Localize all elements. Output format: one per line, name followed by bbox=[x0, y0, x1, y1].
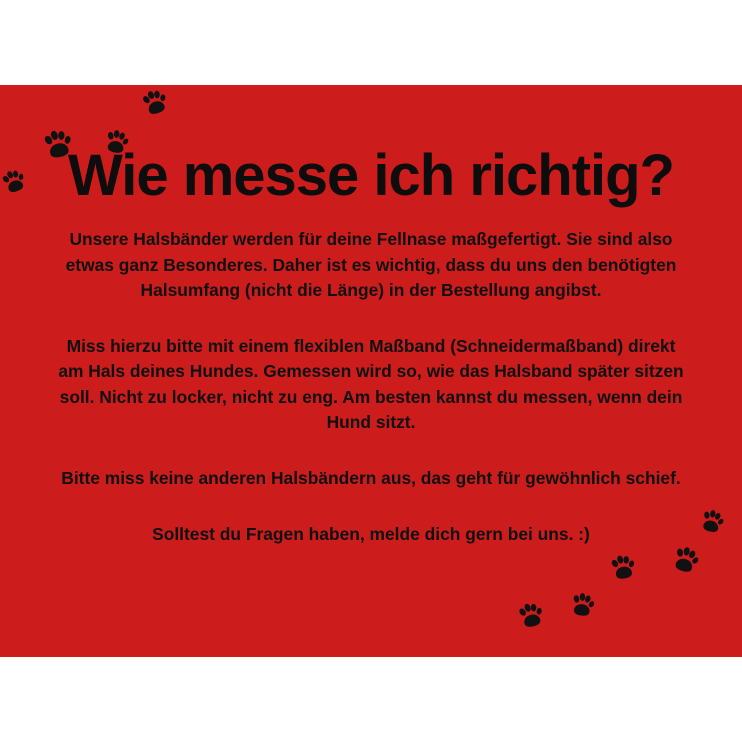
paragraph-intro: Unsere Halsbänder werden für deine Fellnase maßgefertigt. Sie sind also etwas ganz Besonderes. Daher ist es wichtig, dass du uns den benötigten Halsumfang (nicht die Länge) in der Bestellung angibst. bbox=[65, 229, 677, 301]
paragraph-warning: Bitte miss keine anderen Halsbändern aus, das geht für gewöhnlich schief. bbox=[61, 468, 681, 489]
page-title: Wie messe ich richtig? bbox=[67, 143, 674, 208]
poster bbox=[0, 85, 742, 657]
poster-content bbox=[0, 85, 742, 657]
paragraph-measuring: Miss hierzu bitte mit einem flexiblen Maßband (Schneidermaßband) direkt am Hals deines Hundes. Gemessen wird so, wie das Halsband später sitzen soll. Nicht zu locker, nicht zu eng. Am besten kannst du messen, wenn dein Hund sitzt. bbox=[58, 335, 684, 433]
paragraph-contact: Solltest du Fragen haben, melde dich gern bei uns. :) bbox=[152, 523, 590, 544]
